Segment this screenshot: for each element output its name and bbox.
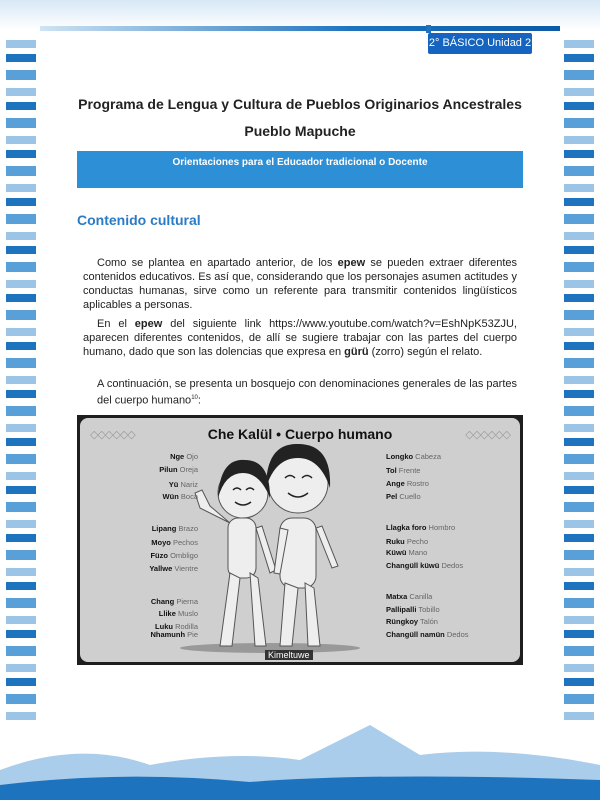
left-body-label: Nhamunh Pie — [150, 630, 198, 639]
right-body-label: Ange Rostro — [386, 479, 429, 488]
left-body-label: Lipang Brazo — [151, 524, 198, 533]
right-body-label: Ruku Pecho — [386, 537, 429, 546]
left-body-label: Yü Nariz — [168, 480, 198, 489]
section-title: Contenido cultural — [77, 212, 201, 228]
ornament-icon: ◇◇◇◇◇◇ — [90, 429, 135, 441]
left-body-label: Moyo Pechos — [151, 538, 198, 547]
right-body-label: Longko Cabeza — [386, 452, 442, 461]
children-illustration — [80, 418, 520, 662]
left-body-label: Llike Muslo — [158, 609, 198, 618]
document-subtitle: Pueblo Mapuche — [244, 123, 356, 139]
section-band: Orientaciones para el Educador tradicional o Docente — [77, 151, 523, 188]
left-body-label: Nge Ojo — [170, 452, 198, 461]
right-body-label: Tol Frente — [386, 466, 421, 475]
paragraph-3: A continuación, se presenta un bosquejo con denominaciones generales de las partes del cuerpo humano$^{10}$: — [97, 378, 517, 407]
right-body-label: Llagka foro Hombro — [386, 523, 456, 532]
right-body-label: Changüll küwü Dedos — [386, 561, 464, 570]
right-body-label: Küwü Mano — [386, 548, 428, 557]
left-ornament-border — [6, 40, 36, 720]
left-body-label: Pilun Oreja — [159, 465, 198, 474]
left-body-label: Wün Boca — [162, 492, 198, 501]
figure-title: Che Kalül • Cuerpo humano — [207, 426, 393, 442]
grade-badge: 2° BÁSICO Unidad 2 — [428, 33, 532, 54]
paragraph-2: En el epew del siguiente link https://www.youtube.com/watch?v=EshNpK53ZJU, aparecen diferentes contenidos, de allí se sugiere trabajar con las partes del cuerpo humano, dado que son las dolencias que expresa en gürü (zorro) según el relato. — [83, 318, 517, 358]
ornament-icon: ◇◇◇◇◇◇ — [465, 429, 510, 441]
left-body-label: Yallwe Vientre — [149, 564, 198, 573]
right-body-label: Pallipalli Tobillo — [386, 605, 440, 614]
right-body-label: Matxa Canilla — [386, 592, 433, 601]
left-body-label: Chang Pierna — [150, 597, 198, 606]
right-body-label: Changüll namün Dedos — [386, 630, 469, 639]
right-ornament-border — [564, 40, 594, 720]
right-body-label: Rüngkoy Talón — [386, 617, 438, 626]
left-body-label: Füzo Ombligo — [150, 551, 198, 560]
kimeltuwe-watermark: Kimeltuwe — [265, 650, 313, 660]
left-body-label: Luku Rodilla — [155, 622, 198, 631]
top-line — [40, 26, 560, 31]
right-body-label: Pel Cuello — [386, 492, 421, 501]
landscape-footer-illustration — [0, 710, 600, 800]
body-parts-figure — [77, 415, 523, 665]
document-title: Programa de Lengua y Cultura de Pueblos Originarios Ancestrales — [78, 96, 522, 112]
paragraph-1: Como se plantea en apartado anterior, de los epew se pueden extraer diferentes contenidos educativos. Es así que, considerando que los personajes asumen actitudes y conductas humanas, sirve como un referente para transmitir contenidos lingüísticos aplicables a personas. — [83, 257, 518, 311]
